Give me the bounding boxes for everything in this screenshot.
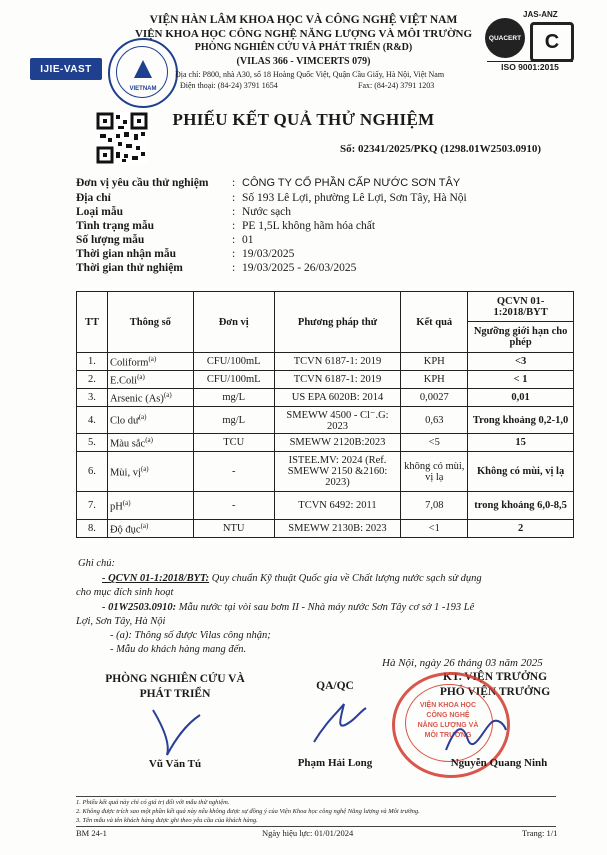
cell-method-text: US EPA 6020B: 2014 [291,392,384,403]
iso-label: ISO 9001:2015 [487,61,573,72]
cell-tt-text: 1. [88,356,96,367]
cell-limit [468,389,574,407]
info-label: Loại mẫu [76,206,123,218]
cell-param [107,520,193,538]
info-value: CÔNG TY CỔ PHẦN CẤP NƯỚC SƠN TÂY [242,177,461,189]
cell-unit [193,434,274,452]
jasanz-logo-icon: C [530,22,574,62]
issue-date: Hà Nội, ngày 26 tháng 03 năm 2025 [382,657,543,669]
cell-tt [77,520,108,538]
cell-param-text: E.Coli [109,375,138,387]
info-row [76,192,576,206]
cell-param-text: Arsenic (As) [109,393,164,405]
info-row [76,262,576,276]
footnote-1: 1. Phiếu kết quả này chỉ có giá trị đối với mẫu thử nghiệm. [76,799,230,806]
stamp-line-1: VIỆN KHOA HỌC [419,702,477,709]
cell-limit [468,407,574,434]
cell-tt [77,452,108,492]
info-label: Thời gian thử nghiệm [76,262,183,274]
cell-param [107,407,193,434]
cell-param-sup: (a) [137,372,145,381]
cell-unit [193,389,274,407]
sig-left-title-2: PHÁT TRIỂN [139,688,211,700]
cell-limit [468,371,574,389]
cell-limit [468,434,574,452]
cell-tt-text: 4. [88,414,96,426]
note-sample-cont: Lợi, Sơn Tây, Hà Nội [76,616,166,627]
cell-tt-text: 5. [88,437,96,448]
cell-method-text: SMEWW 2120B:2023 [289,437,386,448]
header-line-3: PHÒNG NGHIÊN CỨU VÀ PHÁT TRIỂN (R&D) [194,42,413,53]
seal-bottom-text: VIETNAM [129,86,157,92]
cell-param-text: pH [109,501,123,513]
info-value: Số 193 Lê Lợi, phường Lê Lợi, Sơn Tây, Hà Nội [242,192,467,204]
cell-limit [468,353,574,371]
info-value: 01 [242,234,254,246]
cell-unit-text: - [231,466,236,477]
info-label: Thời gian nhận mẫu [76,248,177,260]
cell-tt-text: 6. [88,466,96,477]
cell-unit [193,371,274,389]
footnote-3: 3. Tên mẫu và tên khách hàng được ghi theo yêu cầu của khách hàng. [76,817,258,824]
cell-param-text: Màu sắc [109,438,146,450]
cell-result [401,452,468,492]
cell-unit [193,452,274,492]
info-colon: : [232,177,236,189]
notes-heading: Ghi chú: [78,558,116,569]
cell-method [274,520,401,538]
cell-param [107,353,193,371]
note-sample [102,602,474,613]
col-method: Phương pháp thử [274,292,401,353]
cell-param-text: Độ đục [109,524,141,536]
quacert-logo-text: QUACERT [488,34,522,42]
info-value: PE 1,5L không hãm hóa chất [242,220,376,232]
sig-left-title-1: PHÒNG NGHIÊN CỨU VÀ [105,673,245,685]
sig-right-title-2: PHÓ VIỆN TRƯỞNG [439,686,551,698]
table-row [77,434,574,452]
cell-result [401,492,468,520]
cell-limit-text: Không có mùi, vị lạ [476,466,565,477]
info-colon: : [232,248,236,260]
note-qcvn [102,573,482,584]
col-result: Kết quả [401,292,468,353]
cell-method [274,452,401,492]
info-colon: : [232,234,236,246]
sig-mid-name: Phạm Hải Long [297,757,373,769]
cell-limit-text: 15 [515,437,526,448]
cell-result-text: KPH [423,356,445,367]
cell-param [107,434,193,452]
cell-result [401,353,468,371]
cell-param-sup: (a) [140,464,149,473]
cell-method [274,492,401,520]
sig-mid-title: QA/QC [316,680,354,692]
cell-result [401,434,468,452]
cell-param-text: Clo dư [109,415,139,427]
header-line-2: VIỆN KHOA HỌC CÔNG NGHỆ NĂNG LƯỢNG VÀ MÔI TRƯỜNG [134,28,473,40]
cell-result-text: 0,63 [425,414,444,426]
cell-param-sup: (a) [148,354,157,363]
jasanz-label: JAS-ANZ [523,10,558,19]
cell-param [107,452,193,492]
cell-method [274,389,401,407]
cell-limit-text: <3 [514,356,527,367]
info-value: 19/03/2025 - 26/03/2025 [242,262,357,274]
cell-result [401,520,468,538]
cell-unit-text: NTU [222,523,245,534]
header-line-4: (VILAS 366 - VIMCERTS 079) [236,56,371,67]
cell-limit-text: 0,01 [511,392,530,403]
info-row [76,177,576,191]
info-colon: : [232,220,236,232]
table-row [77,452,574,492]
info-label: Số lượng mẫu [76,234,145,246]
header-phone: Điện thoại: (84-24) 3791 1654 [180,81,278,90]
cell-tt [77,407,108,434]
cell-result [401,389,468,407]
table-row [77,371,574,389]
cell-tt [77,492,108,520]
cell-param [107,389,193,407]
cell-method-text: TCVN 6492: 2011 [298,500,377,511]
cell-unit-text: CFU/100mL [206,374,261,385]
cell-tt-text: 2. [88,374,96,385]
cell-param-text: Coliform [109,357,149,369]
signature-left [145,700,205,760]
cell-tt [77,434,108,452]
document-title: PHIẾU KẾT QUẢ THỬ NGHIỆM [172,110,435,129]
header-fax: Fax: (84-24) 3791 1203 [358,81,435,90]
info-row [76,234,576,248]
cell-method [274,407,401,434]
cell-param-sup: (a) [145,435,153,444]
table-row [77,353,574,371]
cell-param-text: Mùi, vị [109,467,141,479]
cell-result-text: 7,08 [425,500,444,511]
cell-unit [193,520,274,538]
info-row [76,206,576,220]
results-table [76,291,574,538]
cell-limit-text: 2 [517,523,524,534]
info-row [76,248,576,262]
col-limit: Ngưỡng giới hạn cho phép [468,322,574,353]
header-line-1: VIỆN HÀN LÂM KHOA HỌC VÀ CÔNG NGHỆ VIỆT NAM [149,14,458,26]
cell-result [401,371,468,389]
table-row [77,389,574,407]
footer-form: BM 24-1 [76,828,107,838]
note-client-sample: - Mẫu do khách hàng mang đến. [110,644,247,655]
col-tt: TT [77,292,108,353]
footer-divider [76,826,556,827]
cell-unit-text: mg/L [222,414,246,426]
cell-param-sup: (a) [122,498,131,507]
cell-method [274,434,401,452]
cell-method-text: TCVN 6187-1: 2019 [293,356,382,367]
cell-result-text: 0,0027 [419,392,449,403]
cell-result [401,407,468,434]
info-colon: : [232,192,236,204]
cell-tt-text: 3. [88,392,96,403]
cell-result-text: KPH [423,374,445,385]
cell-tt [77,389,108,407]
sig-right-name: Nguyễn Quang Ninh [450,757,548,769]
stamp-line-4: MÔI TRƯỜNG [424,732,472,739]
cell-tt-text: 7. [88,500,96,511]
institute-logo-text: IJIE-VAST [40,63,92,75]
info-label: Đơn vị yêu cầu thử nghiệm [76,177,209,189]
info-colon: : [232,262,236,274]
note-qcvn-cont: cho mục đích sinh hoạt [76,587,174,598]
cell-unit-text: mg/L [222,392,246,403]
stamp-line-2: CÔNG NGHỆ [426,712,470,719]
cell-tt [77,371,108,389]
cell-unit [193,492,274,520]
note-qcvn-code: - QCVN 01-1:2018/BYT: [102,573,210,584]
col-unit: Đơn vị [193,292,274,353]
footnote-divider [76,796,556,797]
cell-param-sup: (a) [140,521,149,530]
cell-method [274,371,401,389]
col-param: Thông số [107,292,193,353]
signature-mid [310,700,370,748]
cell-limit [468,492,574,520]
cell-method-text: TCVN 6187-1: 2019 [293,374,382,385]
footer-effective: Ngày hiệu lực: 01/01/2024 [262,828,354,838]
cell-result-text: <1 [428,523,440,534]
info-label: Tình trạng mẫu [76,220,154,232]
document-number: Số: 02341/2025/PKQ (1298.01W2503.0910) [340,143,542,155]
footer-page: Trang: 1/1 [522,828,558,838]
table-row [77,492,574,520]
cell-unit-text: - [231,500,236,511]
cell-tt-text: 8. [88,523,96,534]
note-vilas: - (a): Thông số được Vilas công nhận; [110,630,271,641]
cell-result-text: <5 [428,437,440,448]
cell-limit [468,452,574,492]
cell-method-text: ISTEE.MV: 2024 (Ref. SMEWW 2150 &2160: 2023) [287,455,388,488]
table-row [77,520,574,538]
cell-unit-text: CFU/100mL [206,356,261,367]
cell-unit [193,353,274,371]
sig-left-name: Vũ Văn Tú [148,758,202,770]
info-label: Địa chỉ [76,192,111,204]
table-row [77,407,574,434]
cell-method-text: SMEWW 4500 - Cl⁻.G: 2023 [286,409,389,432]
footnote-2: 2. Không được trích sao một phần kết quả này nếu không được sự đồng ý của Viện Khoa học công nghệ Năng lượng và Môi trường. [76,808,420,815]
note-sample-code: - 01W2503.0910: [102,602,177,613]
cell-limit [468,520,574,538]
quacert-logo [485,18,525,58]
stamp-line-3: NĂNG LƯỢNG VÀ [417,722,479,729]
info-row [76,220,576,234]
cell-unit [193,407,274,434]
info-value: Nước sạch [242,206,292,218]
col-qcvn: QCVN 01-1:2018/BYT [468,292,574,322]
info-value: 19/03/2025 [242,248,295,260]
cell-method-text: SMEWW 2130B: 2023 [288,523,387,534]
info-colon: : [232,206,236,218]
cell-limit-text: Trong khoảng 0,2-1,0 [472,414,569,426]
cell-result-text: không có mùi, vị lạ [404,460,465,483]
sig-right-title-1: KT. VIỆN TRƯỞNG [442,671,548,683]
cell-tt [77,353,108,371]
cell-param [107,371,193,389]
cell-unit-text: TCU [223,437,245,448]
header-address: Địa chỉ: P800, nhà A30, số 18 Hoàng Quốc Việt, Quận Cầu Giấy, Hà Nội, Việt Nam [175,70,445,79]
signature-right [440,710,510,760]
cell-param [107,492,193,520]
cell-limit-text: trong khoảng 6,0-8,5 [474,500,567,511]
cell-method [274,353,401,371]
note-qcvn-text: Quy chuẩn Kỹ thuật Quốc gia về Chất lượng nước sạch sử dụng [209,573,482,584]
cell-param-sup: (a) [163,390,172,399]
cell-limit-text: < 1 [513,374,528,385]
note-sample-text: Mẫu nước tại vòi sau bơm II - Nhà máy nước Sơn Tây cơ sở 1 -193 Lê [176,602,475,613]
cell-param-sup: (a) [138,413,147,422]
